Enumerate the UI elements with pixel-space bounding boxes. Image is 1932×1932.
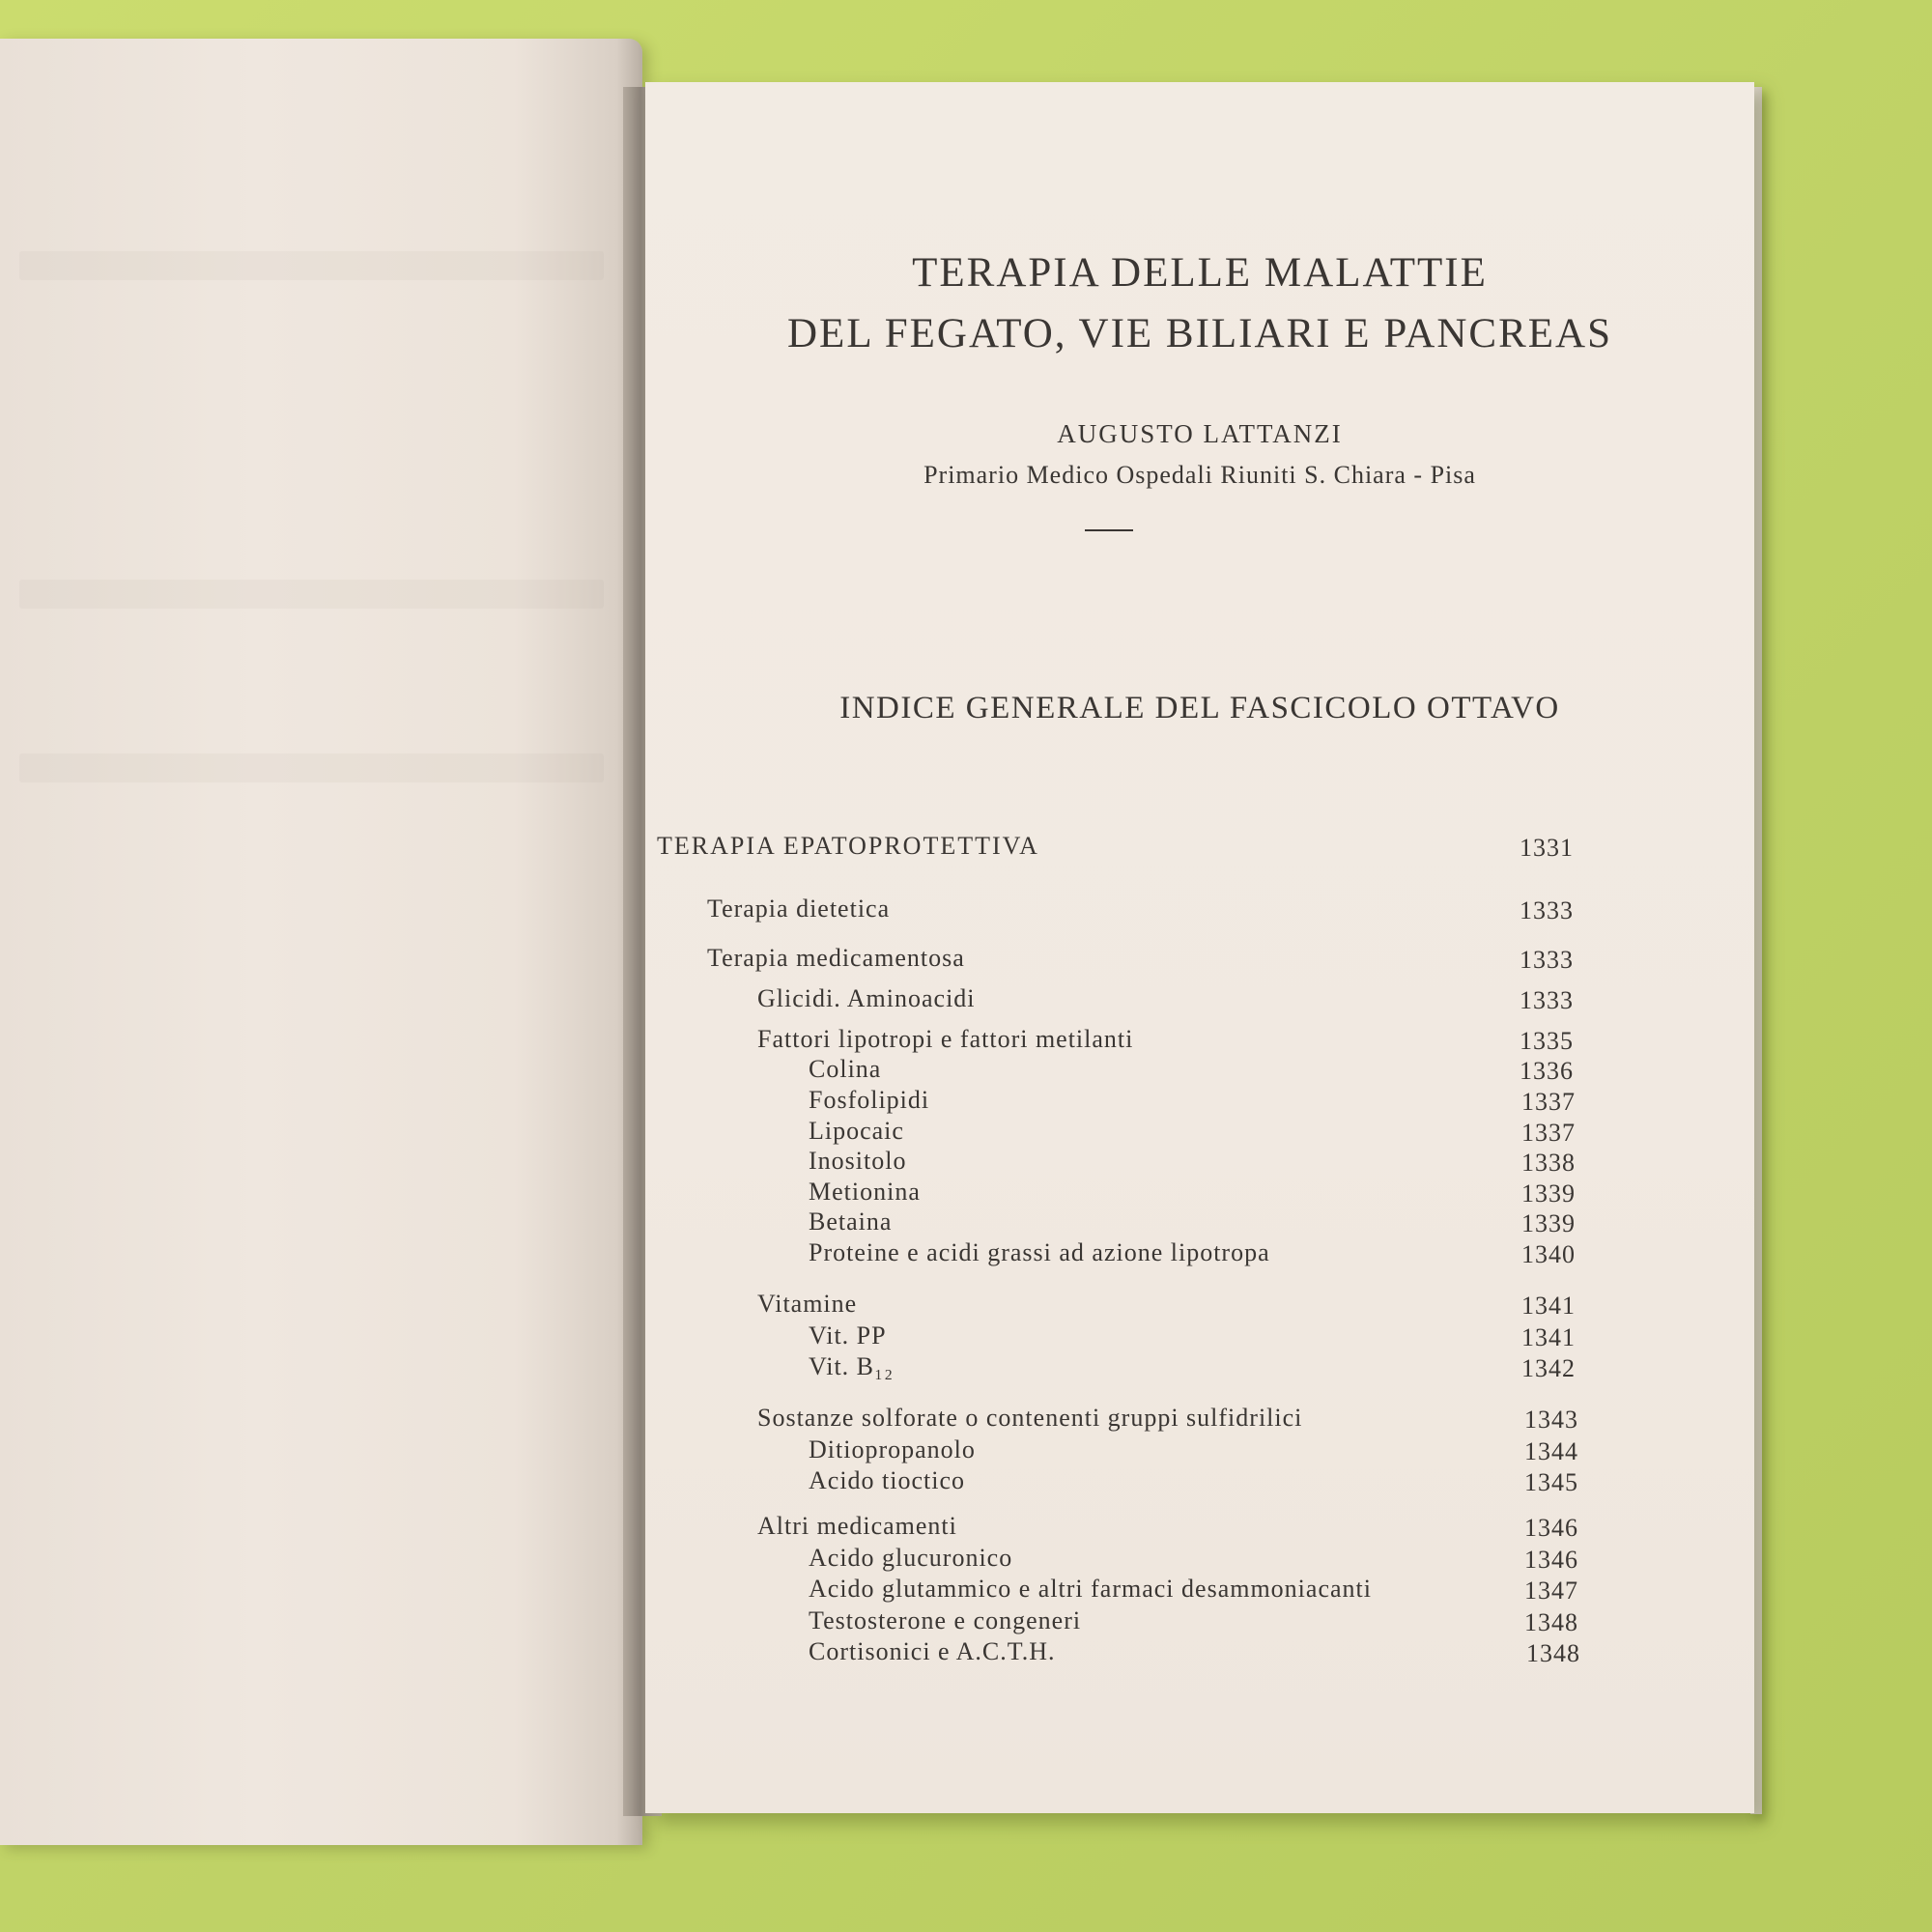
toc-entry xyxy=(645,1238,1754,1269)
toc-entry-label: Acido glutammico e altri farmaci desammoniacanti xyxy=(809,1575,1372,1603)
toc-entry-label: Sostanze solforate o contenenti gruppi sulfidrilici xyxy=(757,1404,1303,1432)
toc-entry xyxy=(645,832,1754,863)
toc-entry-label: Inositolo xyxy=(809,1147,907,1175)
toc-entry-label: Lipocaic xyxy=(809,1117,904,1145)
toc-entry-page-number: 1333 xyxy=(1520,946,1574,974)
left-page-bleed-through xyxy=(19,753,604,782)
toc-entry xyxy=(645,1117,1754,1148)
toc-entry-label: Vit. PP xyxy=(809,1321,887,1350)
toc-entry-label: Proteine e acidi grassi ad azione lipotropa xyxy=(809,1238,1270,1266)
author-name: AUGUSTO LATTANZI xyxy=(1057,419,1343,448)
toc-entry-page-number: 1338 xyxy=(1521,1149,1576,1177)
toc-entry-label: Acido glucuronico xyxy=(809,1544,1013,1572)
toc-entry-label: Colina xyxy=(809,1055,882,1083)
toc-entry-page-number: 1344 xyxy=(1524,1437,1578,1465)
toc-entry-page-number: 1345 xyxy=(1524,1468,1578,1496)
toc-entry-label: Ditiopropanolo xyxy=(809,1435,976,1463)
toc-entry-page-number: 1348 xyxy=(1526,1639,1580,1667)
toc-entry-page-number: 1341 xyxy=(1521,1292,1576,1320)
toc-entry-page-number: 1342 xyxy=(1521,1354,1576,1382)
book-title-line2: DEL FEGATO, VIE BILIARI E PANCREAS xyxy=(787,311,1612,356)
toc-entry xyxy=(645,1606,1754,1637)
toc-entry-label: Fosfolipidi xyxy=(809,1086,930,1114)
toc-entry-page-number: 1346 xyxy=(1524,1546,1578,1574)
toc-entry-page-number: 1333 xyxy=(1520,986,1574,1014)
toc-entry-label: Betaina xyxy=(809,1208,893,1236)
toc-entry-page-number: 1346 xyxy=(1524,1514,1578,1542)
toc-entry-label: Testosterone e congeneri xyxy=(809,1606,1082,1634)
toc-entry xyxy=(645,1208,1754,1238)
toc-entry-label: Acido tioctico xyxy=(809,1466,966,1494)
toc-entry xyxy=(645,1466,1754,1497)
toc-entry xyxy=(645,1147,1754,1178)
toc-entry-label: TERAPIA EPATOPROTETTIVA xyxy=(657,832,1039,860)
toc-entry-label: Vitamine xyxy=(757,1290,858,1318)
toc-entry xyxy=(645,1637,1754,1668)
toc-entry-page-number: 1337 xyxy=(1521,1119,1576,1147)
toc-entry xyxy=(645,1352,1754,1383)
toc-entry-page-number: 1333 xyxy=(1520,896,1574,924)
toc-entry-label: Cortisonici e A.C.T.H. xyxy=(809,1637,1056,1665)
toc-entry xyxy=(645,1025,1754,1056)
toc-entry-page-number: 1341 xyxy=(1521,1323,1576,1351)
toc-entry-label: Altri medicamenti xyxy=(757,1512,957,1540)
left-page xyxy=(0,39,642,1845)
toc-entry-label: Terapia dietetica xyxy=(707,895,891,923)
toc-entry-page-number: 1336 xyxy=(1520,1057,1574,1085)
toc-entry-page-number: 1335 xyxy=(1520,1027,1574,1055)
toc-entry xyxy=(645,1512,1754,1543)
toc-entry-page-number: 1337 xyxy=(1521,1088,1576,1116)
toc-entry xyxy=(645,1544,1754,1575)
toc-entry-page-number: 1347 xyxy=(1524,1577,1578,1605)
toc-entry xyxy=(645,895,1754,925)
toc-entry-page-number: 1331 xyxy=(1520,834,1574,862)
toc-entry-page-number: 1348 xyxy=(1524,1608,1578,1636)
toc-entry-label: Terapia medicamentosa xyxy=(707,944,965,972)
toc-entry xyxy=(645,1178,1754,1208)
toc-entry-label: Glicidi. Aminoacidi xyxy=(757,984,976,1012)
toc-entry-page-number: 1340 xyxy=(1521,1240,1576,1268)
toc-entry xyxy=(645,1404,1754,1435)
table-of-contents xyxy=(645,82,1754,1813)
toc-entry xyxy=(645,1321,1754,1352)
toc-entry-page-number: 1343 xyxy=(1524,1406,1578,1434)
toc-entry xyxy=(645,1435,1754,1466)
toc-entry xyxy=(645,1575,1754,1605)
left-page-bleed-through xyxy=(19,580,604,609)
toc-entry-label: Vit. B₁₂ xyxy=(809,1352,895,1380)
left-page-bleed-through xyxy=(19,251,604,280)
toc-entry xyxy=(645,984,1754,1015)
author-affiliation: Primario Medico Ospedali Riuniti S. Chiara - Pisa xyxy=(923,461,1476,489)
toc-entry xyxy=(645,1055,1754,1086)
toc-entry xyxy=(645,1290,1754,1321)
toc-entry-label: Fattori lipotropi e fattori metilanti xyxy=(757,1025,1134,1053)
toc-entry xyxy=(645,944,1754,975)
toc-entry-label: Metionina xyxy=(809,1178,921,1206)
toc-entry xyxy=(645,1086,1754,1117)
right-page xyxy=(645,82,1754,1813)
book-title-line1: TERAPIA DELLE MALATTIE xyxy=(912,250,1488,296)
toc-entry-page-number: 1339 xyxy=(1521,1209,1576,1237)
index-heading: INDICE GENERALE DEL FASCICOLO OTTAVO xyxy=(839,691,1560,725)
toc-entry-page-number: 1339 xyxy=(1521,1179,1576,1208)
